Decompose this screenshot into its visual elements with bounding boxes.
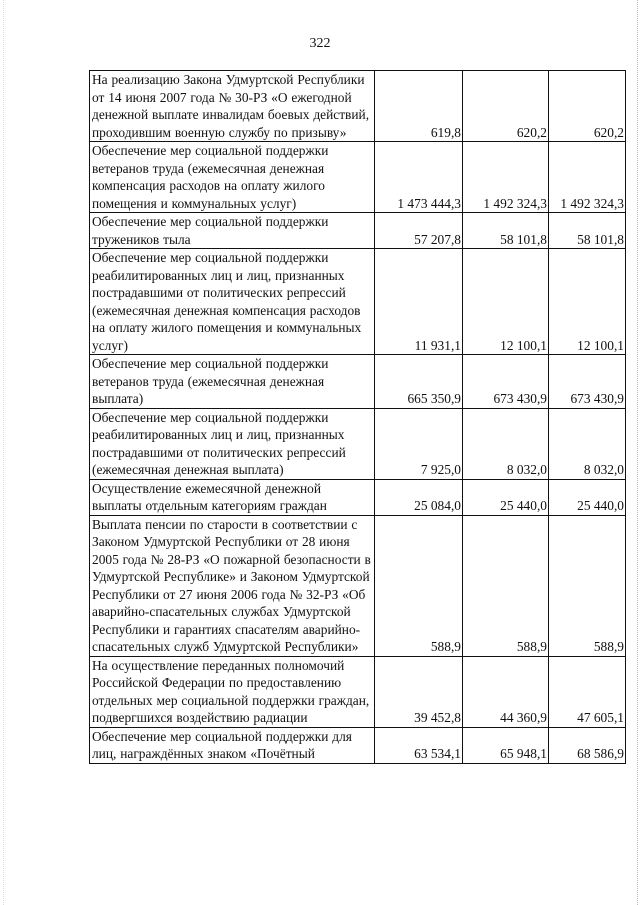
page-number: 322 — [309, 36, 331, 51]
row-value-year-1: 11 931,1 — [375, 249, 463, 355]
row-value-year-1: 665 350,9 — [375, 355, 463, 409]
row-value-year-1: 588,9 — [375, 515, 463, 656]
row-value-year-3: 47 605,1 — [549, 656, 626, 727]
table-row — [90, 71, 626, 142]
row-value-year-2: 44 360,9 — [463, 656, 549, 727]
row-description: Обеспечение мер социальной поддержки реабилитированных лиц и лиц, признанных пострадавшими от политических репрессий (ежемесячная денежная компенсация расходов на оплату жилого помещения и коммунальных услуг) — [90, 249, 375, 355]
row-value-year-3: 25 440,0 — [549, 479, 626, 515]
row-value-year-3: 58 101,8 — [549, 213, 626, 249]
row-value-year-2: 58 101,8 — [463, 213, 549, 249]
row-value-year-2: 673 430,9 — [463, 355, 549, 409]
row-description: Обеспечение мер социальной поддержки реабилитированных лиц и лиц, признанных пострадавшими от политических репрессий (ежемесячная денежная выплата) — [90, 408, 375, 479]
scan-edge-right — [636, 0, 638, 905]
row-value-year-3: 68 586,9 — [549, 727, 626, 763]
table-row — [90, 355, 626, 409]
row-description: Обеспечение мер социальной поддержки для лиц, награждённых знаком «Почётный — [90, 727, 375, 763]
row-value-year-1: 7 925,0 — [375, 408, 463, 479]
row-value-year-2: 588,9 — [463, 515, 549, 656]
row-description: Обеспечение мер социальной поддержки ветеранов труда (ежемесячная денежная выплата) — [90, 355, 375, 409]
row-description: На реализацию Закона Удмуртской Республики от 14 июня 2007 года № 30-РЗ «О ежегодной денежной выплате инвалидам боевых действий, проходившим военную службу по призыву» — [90, 71, 375, 142]
row-description: Обеспечение мер социальной поддержки тружеников тыла — [90, 213, 375, 249]
table-row — [90, 142, 626, 213]
row-value-year-3: 1 492 324,3 — [549, 142, 626, 213]
row-value-year-1: 1 473 444,3 — [375, 142, 463, 213]
row-value-year-3: 673 430,9 — [549, 355, 626, 409]
row-value-year-3: 12 100,1 — [549, 249, 626, 355]
row-value-year-1: 57 207,8 — [375, 213, 463, 249]
row-description: На осуществление переданных полномочий Российской Федерации по предоставлению отдельных мер социальной поддержки граждан, подвергшихся воздействию радиации — [90, 656, 375, 727]
row-value-year-1: 619,8 — [375, 71, 463, 142]
row-value-year-1: 25 084,0 — [375, 479, 463, 515]
row-value-year-2: 8 032,0 — [463, 408, 549, 479]
table-row — [90, 213, 626, 249]
scan-edge-left — [3, 0, 5, 905]
table-row — [90, 727, 626, 763]
row-value-year-1: 63 534,1 — [375, 727, 463, 763]
row-value-year-2: 1 492 324,3 — [463, 142, 549, 213]
table-row — [90, 515, 626, 656]
row-value-year-2: 25 440,0 — [463, 479, 549, 515]
budget-table — [89, 70, 626, 764]
row-value-year-1: 39 452,8 — [375, 656, 463, 727]
row-description: Выплата пенсии по старости в соответствии с Законом Удмуртской Республики от 28 июня 2005 года № 28-РЗ «О пожарной безопасности в Удмуртской Республике» и Законом Удмуртской Республики от 27 июня 2006 года № 32-РЗ «Об аварийно-спасательных службах Удмуртской Республики и гарантиях спасателям аварийно-спасательных служб Удмуртской Республики» — [90, 515, 375, 656]
table-row — [90, 479, 626, 515]
row-value-year-3: 8 032,0 — [549, 408, 626, 479]
table-row — [90, 656, 626, 727]
row-value-year-3: 620,2 — [549, 71, 626, 142]
row-value-year-2: 620,2 — [463, 71, 549, 142]
row-value-year-3: 588,9 — [549, 515, 626, 656]
row-value-year-2: 12 100,1 — [463, 249, 549, 355]
row-value-year-2: 65 948,1 — [463, 727, 549, 763]
table-row — [90, 249, 626, 355]
table-row — [90, 408, 626, 479]
row-description: Осуществление ежемесячной денежной выплаты отдельным категориям граждан — [90, 479, 375, 515]
row-description: Обеспечение мер социальной поддержки ветеранов труда (ежемесячная денежная компенсация расходов на оплату жилого помещения и коммунальных услуг) — [90, 142, 375, 213]
